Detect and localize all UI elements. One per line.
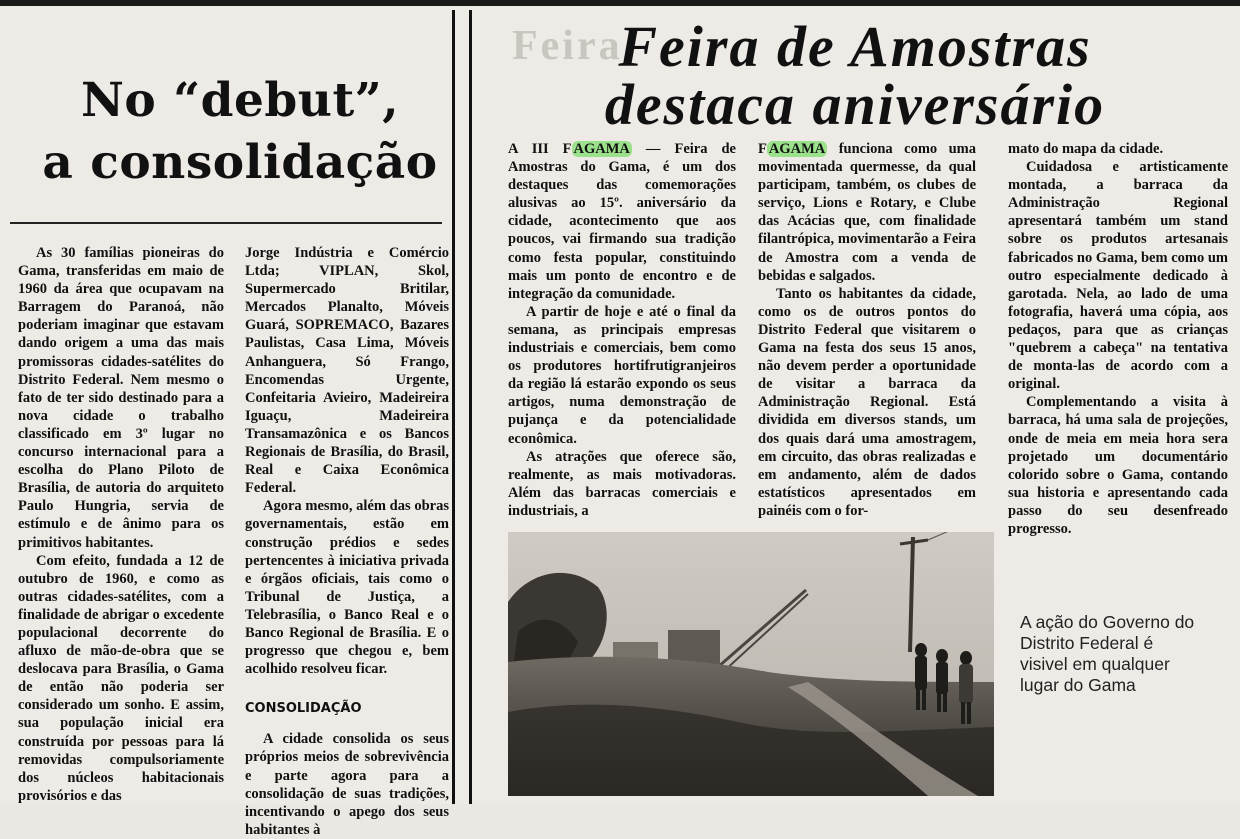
photo-illustration <box>508 532 994 796</box>
lead-rest: — Feira de Amostras do Gama, é um dos destaques das comemorações alusivas ao 15º. aniversário da cidade, acontecimento que aos poucos, vai firmando sua tradição como festa popular, constituindo mais um ponto de encontro e de integração da comunidade. <box>508 141 736 302</box>
paragraph: Agora mesmo, além das obras governamentais, estão em construção prédios e sedes pertencentes à iniciativa privada e órgãos oficiais, tais como o Tribunal de Justiça, a Telebrasília, o Banco Real e o Banco Regional de Brasília. E o progresso que chegou e, bem acolhido resolveu ficar. <box>245 498 449 678</box>
right-article-column-1 <box>508 140 736 520</box>
column-divider-2 <box>469 10 472 804</box>
left-article-column-2 <box>245 244 449 839</box>
paragraph: Complementando a visita à barraca, há uma sala de projeções, onde de meia em meia hora sera projetado um documentário colorido sobre o Gama, contando sua historia e apresentando cada passo do seu desenfreado progresso. <box>1008 394 1228 537</box>
headline-rule <box>10 222 442 224</box>
subheading: CONSOLIDAÇÃO <box>245 701 362 717</box>
paragraph-lead <box>508 140 736 303</box>
paragraph: A cidade consolida os seus próprios meios de sobrevivência e parte agora para a consolidação de suas tradições, incentivando o apego dos seus habitantes à <box>245 731 449 838</box>
paragraph: Jorge Indústria e Comércio Ltda; VIPLAN, Skol, Supermercado Britilar, Mercados Planalto, Móveis Guará, SOPREMACO, Bazares Paulistas, Casa Lima, Móveis Anhanguera, Só Frango, Encomendas Urgente, Confeitaria Avieiro, Madeireira Iguaçu, Madeireira Transamazônica e os Bancos Regionais de Brasília, do Brasil, Real e Caixa Econômica Federal. <box>245 245 449 497</box>
news-photo <box>508 532 994 796</box>
paragraph: A partir de hoje e até o final da semana, as principais empresas industriais e comerciais, bem como os produtores hortifrutigranjeiros da região lá estarão expondo os seus artigos, numa demonstração de pujança e da potencialidade econômica. <box>508 303 736 447</box>
highlighted-word: AGAMA <box>573 141 630 157</box>
top-border <box>0 0 1240 6</box>
left-headline-line2: a consolidação <box>42 135 438 190</box>
left-article-column-1 <box>18 244 224 805</box>
paragraph-lead <box>758 140 976 285</box>
left-headline-line1: No “debut”, <box>80 73 400 128</box>
left-headline <box>20 70 460 194</box>
paragraph: Com efeito, fundada a 12 de outubro de 1960, e como as outras cidades-satélites, com a finalidade de abrigar o excedente populacional decorrente do afluxo de mão-de-obra que se deslocava para Brasília, o Gama de então não poderia ser considerado um sonho. E assim, sua população inicial era construída por pessoas para lá removidas compulsoriamente dos núcleos habitacionais provisórios e das <box>18 552 224 804</box>
right-headline-line1: Feira de Amostras <box>618 14 1092 79</box>
highlighted-word: AGAMA <box>768 141 826 157</box>
paragraph: As 30 famílias pioneiras do Gama, transferidas em maio de 1960 da área que ocupavam na Barragem do Paranoá, não poderiam imaginar que estavam dando origem a uma das mais promissoras cidades-satélites do Distrito Federal. Nem mesmo o fato de ter sido destinado para a nova cidade o trabalho classificado em 3º lugar no concurso internacional para a escolha do Plano Piloto de Brasília, de autoria do arquiteto Paulo Hungria, servia de estímulo e de ânimo para os primitivos habitantes. <box>18 245 224 551</box>
lead-prefix: F <box>758 141 767 157</box>
lead-prefix: A III F <box>508 141 572 157</box>
paragraph: Tanto os habitantes da cidade, como os de outros pontos do Distrito Federal que visitarem o Gama na festa dos seus 15 anos, não devem perder a oportunidade de visitar a barraca da Administração Regional. Está dividida em diversos stands, um dos quais dará uma amostragem, em circuito, das obras realizadas e em andamento, além de dados estatísticos apresentados em painéis com o for- <box>758 285 976 519</box>
photo-caption: A ação do Governo do Distrito Federal é visivel em qualquer lugar do Gama <box>1020 612 1195 695</box>
right-headline-line2: destaca aniversário <box>604 72 1106 137</box>
paragraph: Cuidadosa e artisticamente montada, a barraca da Administração Regional apresentará também um stand sobre os produtos artesanais fabricados no Gama, bem como um outro especialmente dedicado à garotada. Nela, ao lado de uma fotografia, haverá uma cópia, aos pedaços, para que as crianças "quebrem a cabeça" na tentativa de monta-las de acordo com a original. <box>1008 159 1228 393</box>
right-article-column-2 <box>758 140 976 520</box>
right-article-column-3 <box>1008 140 1228 538</box>
right-headline <box>505 14 1205 137</box>
paragraph: As atrações que oferece são, realmente, as mais motivadoras. Além das barracas comerciais e industriais, a <box>508 448 736 519</box>
paragraph: mato do mapa da cidade. <box>1008 141 1164 157</box>
lead-rest: funciona como uma movimentada quermesse, da qual participam, também, os clubes de serviço, Lions e Rotary, e Clube das Acácias que, com finalidade filantrópica, movimentarão a Feira de Amostra com a venda de bebidas e salgados. <box>758 141 976 284</box>
bleed-through-text: Feira <box>512 23 623 69</box>
